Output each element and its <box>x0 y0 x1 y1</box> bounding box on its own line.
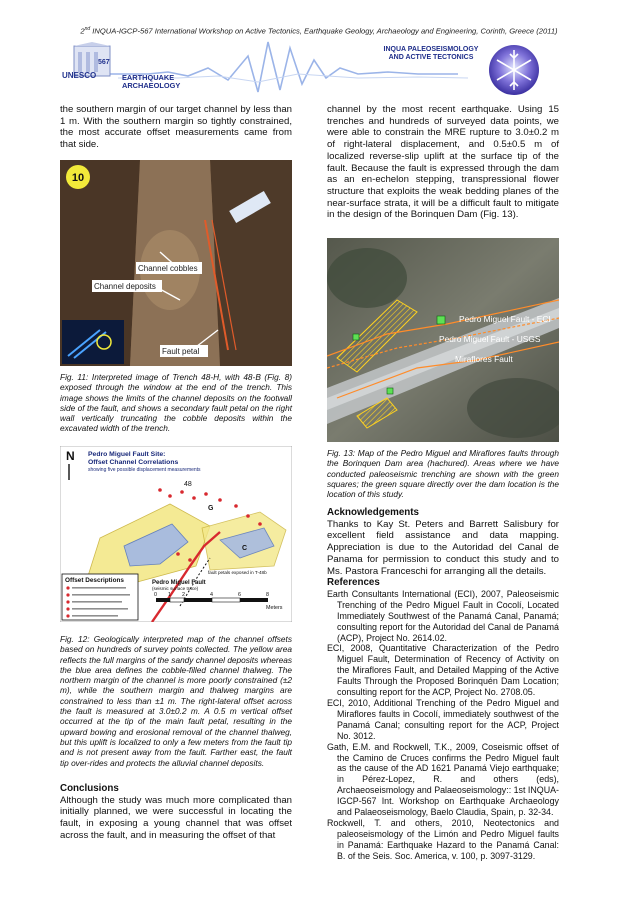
scale-label-4: 4 <box>210 592 213 598</box>
conference-header: 2nd INQUA-IGCP-567 International Workshop on Active Tectonics, Earthquake Geology, Archaeology and Engineering, Corinth, Greece (2011) <box>80 26 558 36</box>
acknowledgements-paragraph: Thanks to Kay St. Peters and Barrett Salisbury for excellent field assistance and data mapping. Appreciation is due to the Autoridad del Canal de Panama for permission to conduct this study and to Ms. Pastora Franceschi for arranging all the details. <box>327 518 559 577</box>
scale-label-0: 0 <box>154 592 157 598</box>
inqua-snowflake-logo <box>488 44 540 96</box>
right-intro-paragraph: channel by the most recent earthquake. Using 15 trenches and hundreds of surveyed data points, we were able to constrain the MRE rupture to 3.0±0.2 m of right-lateral displacement, and 0.5±0.5 m of localized reverse-slip uplift at the surface tip of the fault. Because the fault is expressed through the dam as an en-echelon stepping, transpressional flower structure that exploits the weak bedding planes of the near-surface strata, it will be a difficult fault to mitigate in the design of the Borinquen Dam (Fig. 13). <box>327 104 559 221</box>
scale-label-1: 1 <box>168 592 171 598</box>
right-intro-block <box>327 104 559 221</box>
scale-label-6: 6 <box>238 592 241 598</box>
left-intro-paragraph: the southern margin of our target channel by less than 1 m. With the southern margin so tightly constrained, the most accurate offset measurements came from that side. <box>60 104 292 151</box>
reference-item: ECI, 2010, Additional Trenching of the Pedro Miguel and Miraflores faults in Cocolí, immediately southwest of the Panamá Canal; consulting report for the ACP, Project No. 3012. <box>327 697 559 741</box>
inqua-title: INQUA PALEOSEISMOLOGY AND ACTIVE TECTONICS <box>383 46 479 62</box>
fig12-label-c: C <box>242 545 248 552</box>
north-arrow-label: N <box>66 449 75 463</box>
fig12-label-48: 48 <box>184 481 192 488</box>
scale-label-8: 8 <box>266 592 269 598</box>
conclusions-paragraph: Although the study was much more complicated than initially planned, we were successful in locating the fault, in exposing a young channel that was offset across the fault, and in measuring the offset of that <box>60 794 292 841</box>
fig12-fault-name: Pedro Miguel Fault <box>152 580 206 586</box>
label-pedro-miguel-usgs: Pedro Miguel Fault - USGS <box>439 334 541 344</box>
label-pedro-miguel-eci: Pedro Miguel Fault - ECI <box>459 314 551 324</box>
unesco-logo-text: UNESCO <box>62 71 97 80</box>
fig12-title-3: showing five possible displacement measurements <box>88 467 201 473</box>
unesco-igcp-logo <box>60 42 116 94</box>
igcp-logo-number: 567 <box>98 59 110 66</box>
seismogram-wave-graphic <box>58 34 478 96</box>
earthquake-archaeology-title: EARTHQUAKE ARCHAEOLOGY <box>122 73 181 91</box>
fig12-offset-map <box>60 446 292 622</box>
label-channel-cobbles: Channel cobbles <box>138 264 198 273</box>
fig12-petals-note: fault petals exposed in T-48b <box>208 570 267 575</box>
left-column <box>60 104 292 151</box>
references-heading: References <box>327 577 380 588</box>
fig12-fault-sub: (seismic surface trace) <box>152 586 199 591</box>
acknowledgements-section <box>327 507 559 577</box>
fig11-badge-number: 10 <box>71 172 85 184</box>
fig12-label-g: G <box>208 505 214 512</box>
conclusions-heading: Conclusions <box>60 783 119 794</box>
fig12-caption: Fig. 12: Geologically interpreted map of the channel offsets based on hundreds of survey points collected. The yellow area reflects the full margins of the sandy channel deposits whereas the blue area defines the cobble-filled channel thalweg. The northern margin of the channel is more poorly constrained (±2 m), while the southern margin and thalweg margins are constrained to less than ±1 m. The right-lateral offset across the fault is measured at 3.0±0.2 m. A 0.5 m vertical offset occurred at the tip of the main fault petal, resulting in the upward bowing and erosional removal of the channel thalweg, but this uplift is localized to only a few meters from the fault tip and is not present away from the fault. Farther east, the fault tip over-rides and protects the alluvial channel deposits. <box>60 634 292 768</box>
reference-item: Gath, E.M. and Rockwell, T.K., 2009, Coseismic offset of the Camino de Cruces confirms the Pedro Miguel fault as the cause of the AD 1621 Panamá Viejo earthquake; in Pérez-Lopez, R. and others (eds), Archaeoseismology and Palaeoseismology:: 1st INQUA-IGCP-567 Int. Workshop on Earthquake Archaeology and Palaeoseismology, Baelo Claudia, Spain, p. 32-34. <box>327 741 559 818</box>
fig13-caption-block <box>327 448 559 499</box>
fig12-caption-block <box>60 634 292 768</box>
reference-item: Rockwell, T. and others, 2010, Neotectonics and paleoseismology of the Limón and Pedro Miguel faults in Panamá: Earthquake Hazard to the Panamá Canal: B. of the Seis. Soc. America, v. 100, p. 3097-3129. <box>327 817 559 861</box>
fig12-title-1: Pedro Miguel Fault Site: <box>88 451 166 458</box>
label-channel-deposits: Channel deposits <box>94 282 156 291</box>
acknowledgements-heading: Acknowledgements <box>327 507 420 518</box>
conclusions-section <box>60 783 292 842</box>
fig12-title-2: Offset Channel Correlations <box>88 459 179 466</box>
scale-label-2: 2 <box>182 592 185 598</box>
fig13-satellite-map <box>327 238 559 442</box>
fig13-caption: Fig. 13: Map of the Pedro Miguel and Miraflores faults through the Borinquen Dam area (hachured). Areas where we have conducted paleoseismic trenching are shown with the green squares; the green square directly over the dam location is the location of this study. <box>327 448 559 500</box>
fig11-caption: Fig. 11: Interpreted image of Trench 48-H, with 48-B (Fig. 8) exposed through the window at the end of the trench. This image shows the limits of the channel deposits on the footwall side of the fault, and shows a secondary fault petal on the right wall vertically truncating the cobble deposits within the excavated width of the trench. <box>60 372 292 434</box>
label-fault-petal: Fault petal <box>162 347 200 356</box>
legend-title: Offset Descriptions <box>65 577 124 584</box>
reference-item: ECI, 2008, Quantitative Characterization of the Pedro Miguel Fault, Determination of Recency of Activity on the Miraflores Fault, and Detailed Mapping of the Active Faults Through the Proposed Borinquén Dam Location; consulting report for the ACP, Project No. 2708.05. <box>327 643 559 698</box>
label-miraflores-fault: Miraflores Fault <box>455 354 513 364</box>
fig11-caption-block <box>60 372 292 434</box>
references-section <box>327 578 559 862</box>
fig11-trench-photo <box>60 160 292 366</box>
reference-item: Earth Consultants International (ECI), 2007, Paleoseismic Trenching of the Pedro Miguel Fault in Cocolí, Located Immediately Southwest of the Panamá Canal, Panamá; consulting report for the Autoridad del Canal de Panamá (ACP), Project No. 2614.02. <box>327 588 559 643</box>
scale-unit: Meters <box>266 605 283 611</box>
